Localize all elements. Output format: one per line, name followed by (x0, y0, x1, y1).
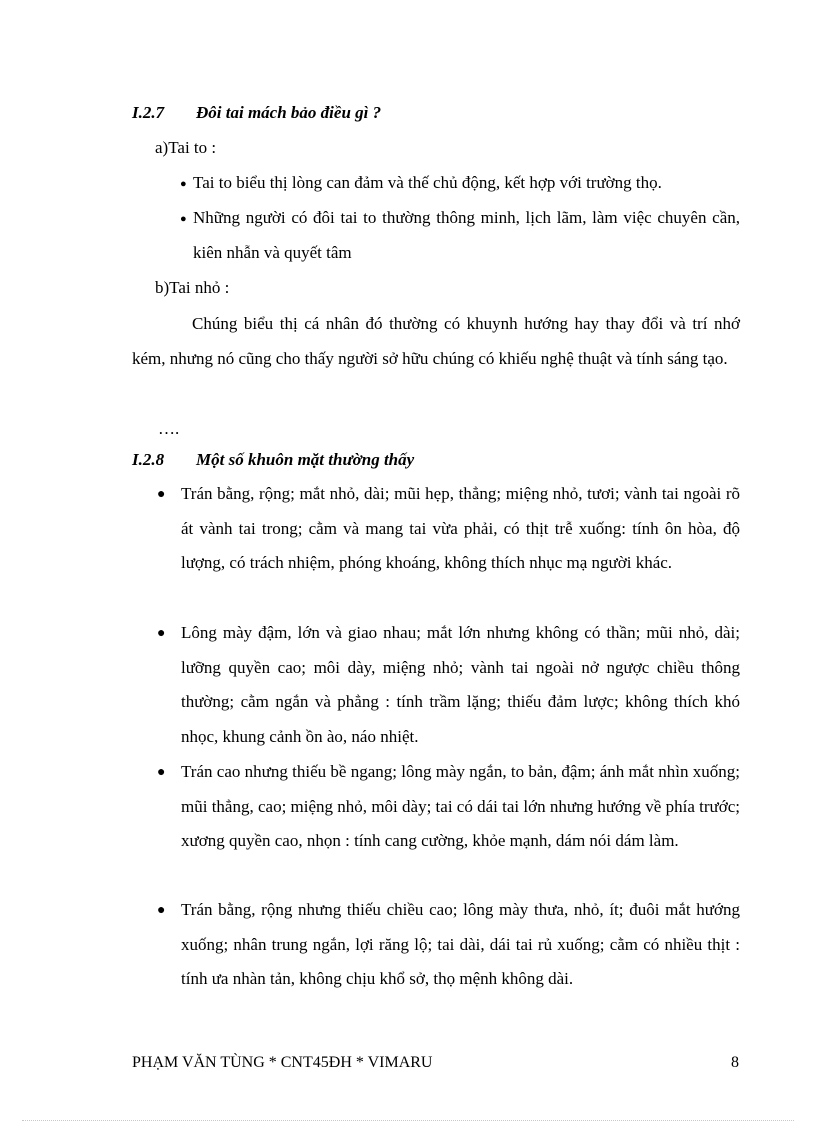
bullet-icon: ● (180, 178, 187, 190)
list-item: Lông mày đậm, lớn và giao nhau; mắt lớn nhưng không có thần; mũi nhỏ, dài; lưỡng quyền cao; môi dày, miệng nhỏ; vành tai ngoài nở ngược chiều thông thường; cằm ngắn và phẳng : tính trầm lặng; thiếu đảm lược; không thích khó nhọc, khung cảnh ồn ào, náo nhiệt. (181, 623, 740, 746)
list-item: Trán bằng, rộng; mắt nhỏ, dài; mũi hẹp, thẳng; miệng nhỏ, tươi; vành tai ngoài rõ át vành tai trong; cằm và mang tai vừa phải, có thịt trễ xuống: tính ôn hòa, độ lượng, có trách nhiệm, phóng khoáng, không thích nhục mạ người khác. (181, 484, 740, 572)
bullet-icon: ● (157, 765, 166, 780)
ellipsis: …. (158, 419, 180, 438)
section-title: Một số khuôn mặt thường thấy (196, 450, 415, 469)
section-title: Đôi tai mách bảo điều gì ? (196, 103, 382, 122)
bullet-icon: ● (157, 903, 166, 918)
section-heading-128 (132, 449, 414, 471)
bullet-icon: ● (157, 487, 166, 502)
list-item: Trán bằng, rộng nhưng thiếu chiều cao; lông mày thưa, nhỏ, ít; đuôi mắt hướng xuống; nhân trung ngắn, lợi răng lộ; tai dài, dái tai rủ xuống; cằm có nhiều thịt : tính ưa nhàn tản, không chịu khổ sở, thọ mệnh không dài. (181, 900, 740, 988)
section-number: I.2.7 (132, 103, 165, 122)
paragraph: Chúng biểu thị cá nhân đó thường có khuynh hướng hay thay đổi và trí nhớ kém, nhưng nó cũng cho thấy người sở hữu chúng có khiếu nghệ thuật và tính sáng tạo. (132, 314, 740, 368)
list-item: Trán cao nhưng thiếu bề ngang; lông mày ngắn, to bản, đậm; ánh mắt nhìn xuống; mũi thẳng, cao; miệng nhỏ, môi dày; tai có dái tai lớn nhưng hướng về phía trước; xương quyền cao, nhọn : tính cang cường, khỏe mạnh, dám nói dám làm. (181, 762, 740, 850)
bullet-icon: ● (180, 213, 187, 225)
section-number: I.2.8 (132, 450, 165, 469)
list-item: Những người có đôi tai to thường thông minh, lịch lãm, làm việc chuyên cần, kiên nhẫn và quyết tâm (193, 208, 740, 262)
section-heading-127 (132, 102, 381, 124)
footer-divider (22, 1120, 794, 1121)
footer-author: PHẠM VĂN TÙNG * CNT45ĐH * VIMARU (132, 1054, 433, 1071)
subsection-label-b: b)Tai nhỏ : (155, 278, 230, 297)
subsection-label-a: a)Tai to : (155, 138, 217, 157)
list-item: Tai to biểu thị lòng can đảm và thế chủ động, kết hợp với trường thọ. (193, 173, 662, 192)
bullet-icon: ● (157, 626, 166, 641)
page-number: 8 (731, 1054, 739, 1071)
